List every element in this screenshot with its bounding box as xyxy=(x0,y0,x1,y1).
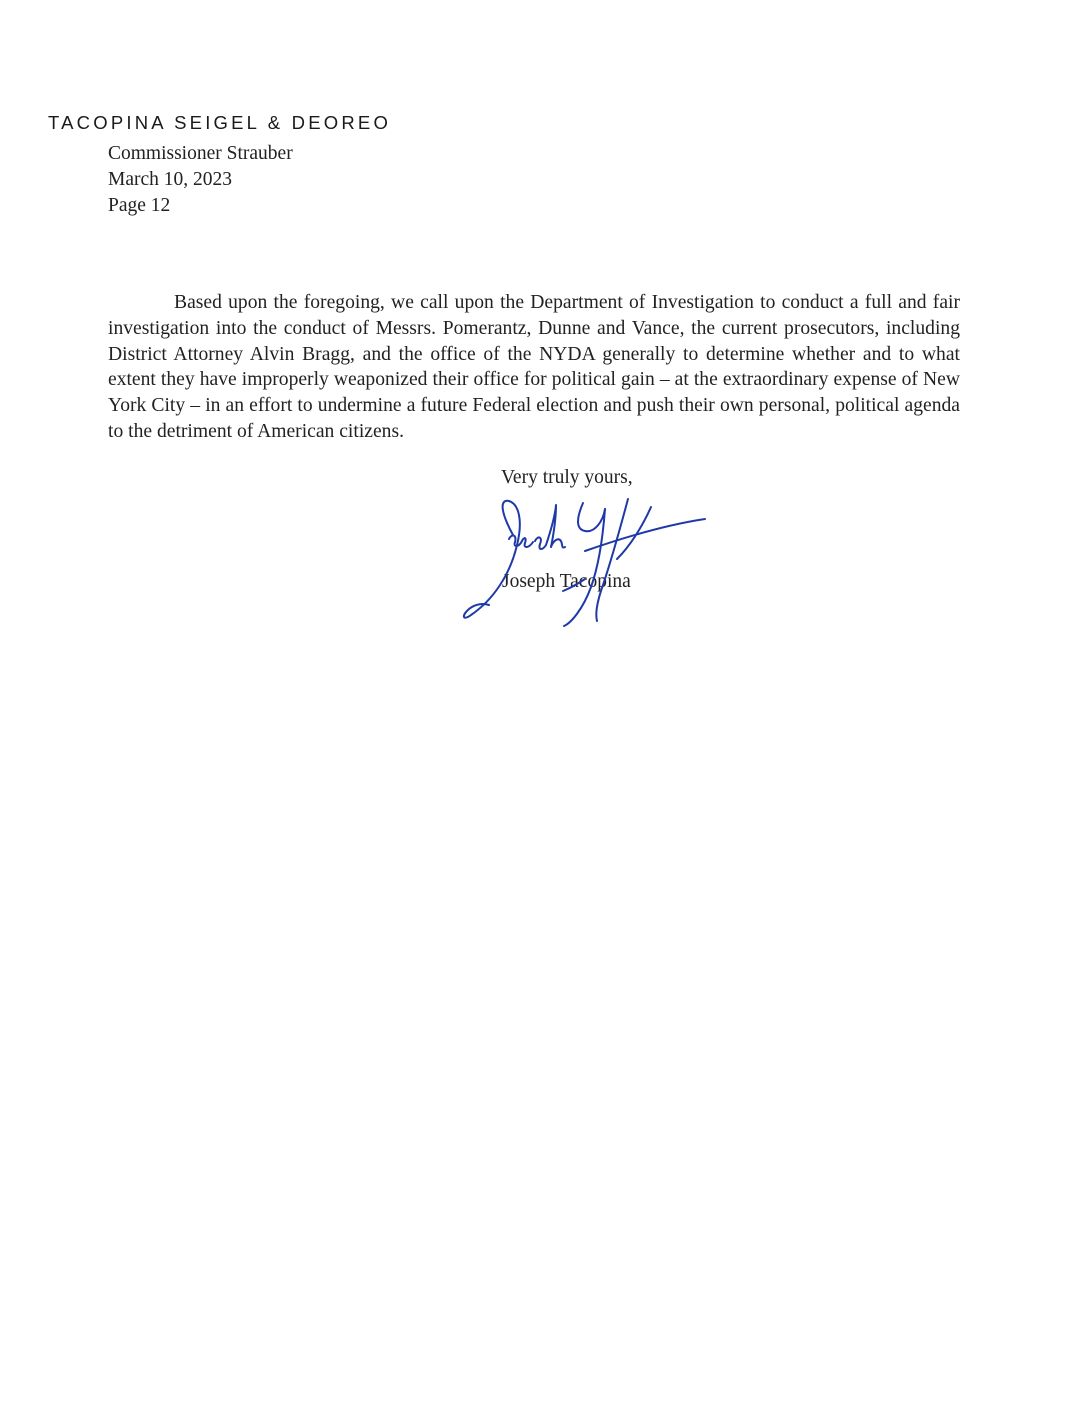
letter-header xyxy=(108,141,293,219)
handwritten-signature xyxy=(455,495,715,630)
recipient-line: Commissioner Strauber xyxy=(108,143,293,164)
body-paragraph: Based upon the foregoing, we call upon the Department of Investigation to conduct a full and fair investigation into the conduct of Messrs. Pomerantz, Dunne and Vance, the current prosecutors, including District Attorney Alvin Bragg, and the office of the NYDA generally to determine whether and to what extent they have improperly weaponized their office for political gain – at the extraordinary expense of New York City – in an effort to undermine a future Federal election and push their own personal, political agenda to the detriment of American citizens. xyxy=(108,292,960,442)
date-line: March 10, 2023 xyxy=(108,169,233,190)
page-number: Page 12 xyxy=(108,195,171,216)
closing-salutation: Very truly yours, xyxy=(501,467,633,488)
firm-letterhead: TACOPINA SEIGEL & DEOREO xyxy=(48,112,392,133)
signer-name: Joseph Tacopina xyxy=(502,571,631,592)
